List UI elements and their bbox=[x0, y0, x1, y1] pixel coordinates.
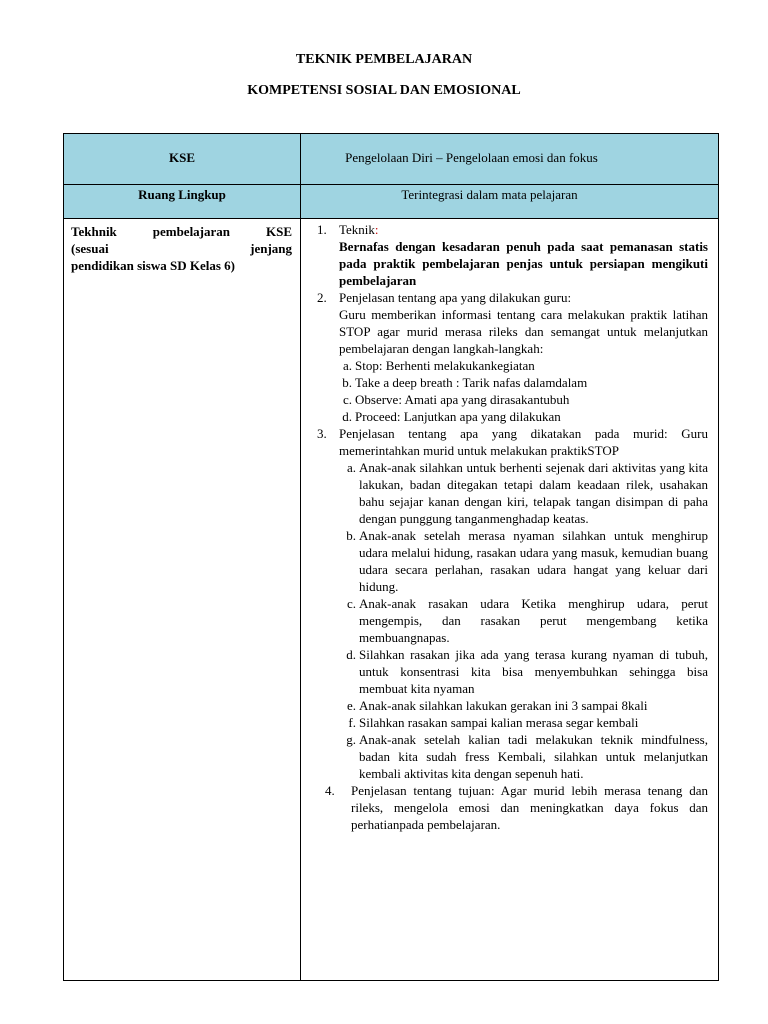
step-item bbox=[339, 714, 708, 731]
list-item bbox=[325, 782, 708, 833]
step-item bbox=[335, 357, 708, 374]
item-body: Penjelasan tentang tujuan: Agar murid lebih merasa tenang dan rileks, mengelola emosi dan meningkatkan daya fokus dan perhatianpada pembelajaran. bbox=[351, 783, 708, 832]
scope-value: Terintegrasi dalam mata pelajaran bbox=[401, 187, 578, 202]
list-item bbox=[317, 425, 708, 782]
step-text: Anak-anak setelah merasa nyaman silahkan untuk menghirup udara melalui hidung, rasakan udara yang masuk, kemudian buang udara secara perlahan, rasakan udara hangat yang keluar dari hidung. bbox=[359, 528, 708, 594]
step-text: Anak-anak silahkan lakukan gerakan ini 3 sampai 8kali bbox=[359, 698, 648, 713]
step-item bbox=[339, 697, 708, 714]
scope-label: Ruang Lingkup bbox=[138, 187, 226, 202]
list-item bbox=[317, 289, 708, 425]
technique-label-part: Tekhnik pembelajaran bbox=[71, 224, 231, 239]
step-item bbox=[335, 374, 708, 391]
step-item bbox=[339, 595, 708, 646]
list-item bbox=[317, 221, 708, 289]
step-letter: b. bbox=[342, 375, 352, 390]
item-colon: : bbox=[374, 222, 379, 237]
step-item bbox=[339, 459, 708, 527]
step-letter: a. bbox=[342, 358, 352, 373]
technique-label-line3: pendidikan siswa SD Kelas 6) bbox=[71, 258, 235, 273]
step-item bbox=[335, 408, 708, 425]
kse-value: Pengelolaan Diri – Pengelolaan emosi dan fokus bbox=[345, 150, 598, 165]
kse-label: KSE bbox=[168, 150, 195, 165]
technique-content-cell bbox=[301, 219, 719, 981]
technique-description: Bernafas dengan kesadaran penuh pada saat pemanasan statis pada praktik pembelajaran penjas untuk persiapan mengikuti pembelajaran bbox=[339, 239, 708, 288]
step-letter: a. bbox=[346, 460, 356, 475]
technique-label-part: jenjang bbox=[250, 241, 292, 256]
kse-value-cell bbox=[301, 134, 719, 185]
step-letter: d. bbox=[342, 409, 352, 424]
step-letter: c. bbox=[342, 392, 352, 407]
step-text: Silahkan rasakan jika ada yang terasa kurang nyaman di tubuh, untuk konsentrasi kita bisa menyembuhkan sehingga bisa membuat kita nyaman bbox=[359, 647, 708, 696]
item-number: 4. bbox=[325, 783, 335, 798]
document-subtitle: KOMPETENSI SOSIAL DAN EMOSIONAL bbox=[247, 83, 521, 98]
technique-label-line2 bbox=[71, 240, 292, 257]
scope-value-cell bbox=[301, 185, 719, 219]
item-heading: Penjelasan tentang apa yang dikatakan pada murid: Guru memerintahkan murid untuk melakukan praktikSTOP bbox=[339, 426, 708, 458]
technique-label-line1 bbox=[71, 223, 292, 240]
step-letter: d. bbox=[346, 647, 356, 662]
instruction-steps-list bbox=[339, 459, 708, 782]
scope-label-cell bbox=[64, 185, 301, 219]
step-item bbox=[335, 391, 708, 408]
step-text: Silahkan rasakan sampai kalian merasa segar kembali bbox=[359, 715, 639, 730]
item-number: 1. bbox=[317, 222, 327, 237]
step-text: Anak-anak setelah kalian tadi melakukan teknik mindfulness, badan kita sudah fress Kembali, silahkan untuk melanjutkan kembali aktivitas kita dengan sepenuh hati. bbox=[359, 732, 708, 781]
kse-label-cell bbox=[64, 134, 301, 185]
step-item bbox=[339, 646, 708, 697]
step-letter: b. bbox=[346, 528, 356, 543]
item-body: Guru memberikan informasi tentang cara melakukan praktik latihan STOP agar murid merasa rileks dan semangat untuk melanjutkan pembelajaran dengan langkah-langkah: bbox=[339, 307, 708, 356]
step-text: Take a deep breath : Tarik nafas dalamdalam bbox=[355, 375, 588, 390]
item-heading: Teknik bbox=[339, 222, 375, 237]
technique-label-part: (sesuai bbox=[71, 241, 109, 256]
document-title: TEKNIK PEMBELAJARAN bbox=[295, 52, 473, 67]
step-text: Proceed: Lanjutkan apa yang dilakukan bbox=[355, 409, 561, 424]
step-text: Observe: Amati apa yang dirasakantubuh bbox=[355, 392, 570, 407]
step-text: Anak-anak silahkan untuk berhenti sejenak dari aktivitas yang kita lakukan, badan ditegakan tetapi dalam keadaan rilek, usahakan bahu sejajar kanan dengan kiri, telapak tangan disimpan di paha dengan punggung tanganmenghadap keatas. bbox=[359, 460, 708, 526]
stop-steps-list bbox=[339, 357, 708, 425]
step-letter: g. bbox=[346, 732, 356, 747]
step-letter: f. bbox=[348, 715, 356, 730]
technique-label-cell bbox=[64, 219, 301, 981]
item-heading: Penjelasan tentang apa yang dilakukan guru: bbox=[339, 290, 572, 305]
step-item bbox=[339, 527, 708, 595]
step-letter: e. bbox=[346, 698, 356, 713]
kse-table bbox=[63, 133, 719, 981]
item-number: 2. bbox=[317, 290, 327, 305]
step-letter: c. bbox=[346, 596, 356, 611]
step-text: Stop: Berhenti melakukankegiatan bbox=[355, 358, 535, 373]
technique-label-part: KSE bbox=[265, 224, 292, 239]
step-item bbox=[339, 731, 708, 782]
item-number: 3. bbox=[317, 426, 327, 441]
step-text: Anak-anak rasakan udara Ketika menghirup udara, perut mengempis, dan rasakan perut mengembang ketika membuangnapas. bbox=[359, 596, 708, 645]
